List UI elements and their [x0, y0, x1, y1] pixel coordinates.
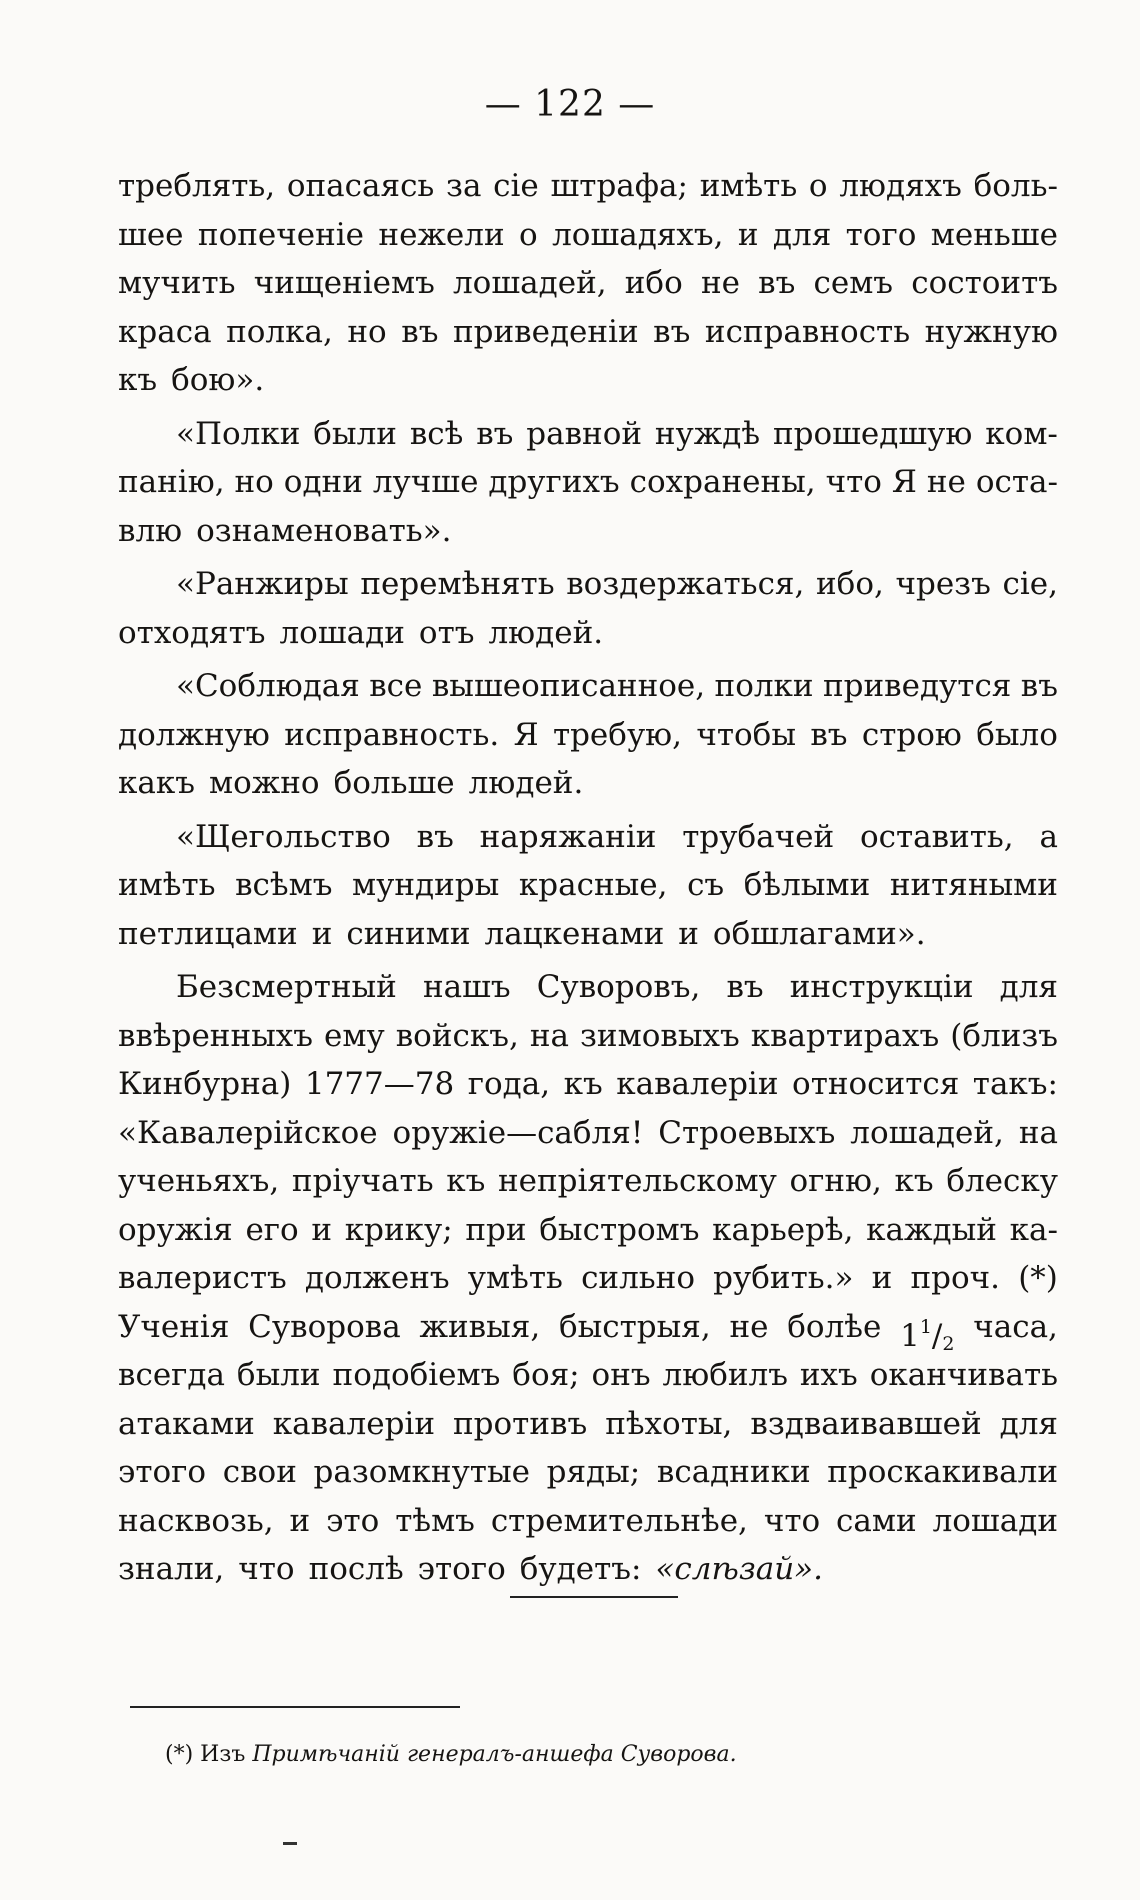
text-line: «Полки были всѣ въ равной нуждѣ прошедшую ком-	[176, 415, 1058, 452]
text-line: насквозь, и это тѣмъ стремительнѣе, что сами лошади	[118, 1502, 1058, 1539]
text-line: должную исправность. Я требую, чтобы въ строю было	[118, 716, 1058, 753]
text-line: «Щегольство въ наряжаніи трубачей оставить, а	[176, 818, 1058, 855]
text-line: краса полка, но въ приведеніи въ исправность нужную	[118, 313, 1058, 350]
text-line: къ бою».	[118, 362, 265, 398]
text-line: «Соблюдая все вышеописанное, полки приведутся въ	[176, 668, 1058, 704]
text-line: шее попеченіе нежели о лошадяхъ, и для того меньше	[118, 216, 1058, 253]
text-line: валеристъ долженъ умѣть сильно рубить.» и проч. (*)	[118, 1260, 1058, 1296]
text-line: Безсмертный нашъ Суворовъ, въ инструкціи для	[176, 969, 1058, 1005]
footnote-mark: (*)	[165, 1742, 194, 1767]
footnote-lead: Изъ	[200, 1742, 246, 1767]
text-line: мучить чищеніемъ лошадей, ибо не въ семъ состоитъ	[118, 265, 1058, 301]
text-line: этого свои разомкнутые ряды; всадники проскакивали	[118, 1454, 1058, 1490]
text-line: атаками кавалеріи противъ пѣхоты, вздваивавшей для	[118, 1405, 1058, 1442]
text-line: «Кавалерійское оружіе—сабля! Строевыхъ лошадей, на	[118, 1114, 1058, 1151]
text-line: ввѣренныхъ ему войскъ, на зимовыхъ квартирахъ (близъ	[118, 1017, 1058, 1054]
text-line: отходятъ лошади отъ людей.	[118, 614, 604, 651]
text-line: всегда были подобіемъ боя; онъ любилъ ихъ оканчивать	[118, 1357, 1058, 1393]
text-line: «Ранжиры перемѣнять воздержаться, ибо, чрезъ сіе,	[176, 566, 1058, 602]
italic-quote: «слѣзай».	[655, 1551, 823, 1587]
text-line: влю ознаменовать».	[118, 512, 452, 549]
text-line: треблять, опасаясь за сіе штрафа; имѣть о людяхъ боль-	[118, 168, 1058, 204]
text-line: какъ можно больше людей.	[118, 765, 584, 801]
page-number: — 122 —	[484, 84, 656, 125]
text-line: имѣть всѣмъ мундиры красные, съ бѣлыми нитяными	[118, 867, 1058, 903]
text-line: оружія его и крику; при быстромъ карьерѣ, каждый ка-	[118, 1211, 1058, 1248]
section-divider	[510, 1596, 678, 1598]
text-line: знали, что послѣ этого будетъ: «слѣзай».	[118, 1545, 1058, 1594]
text-line: Кинбурна) 1777—78 года, къ кавалеріи относится такъ:	[118, 1066, 1058, 1102]
text-line: петлицами и синими лацкенами и обшлагами».	[118, 915, 926, 952]
text-line: Ученія Суворова живыя, быстрыя, не болѣе $1^1/_2$ часа,	[118, 1308, 1058, 1355]
stray-mark	[283, 1842, 297, 1845]
footnote-source: Примѣчаній генералъ-аншефа Суворова.	[252, 1742, 737, 1767]
footnote	[165, 1742, 737, 1767]
text-line: ученьяхъ, пріучать къ непріятельскому огню, къ блеску	[118, 1163, 1058, 1199]
body-text	[118, 162, 1058, 1594]
text-line: панію, но одни лучше другихъ сохранены, что Я не оста-	[118, 464, 1058, 500]
footnote-rule	[130, 1706, 460, 1708]
